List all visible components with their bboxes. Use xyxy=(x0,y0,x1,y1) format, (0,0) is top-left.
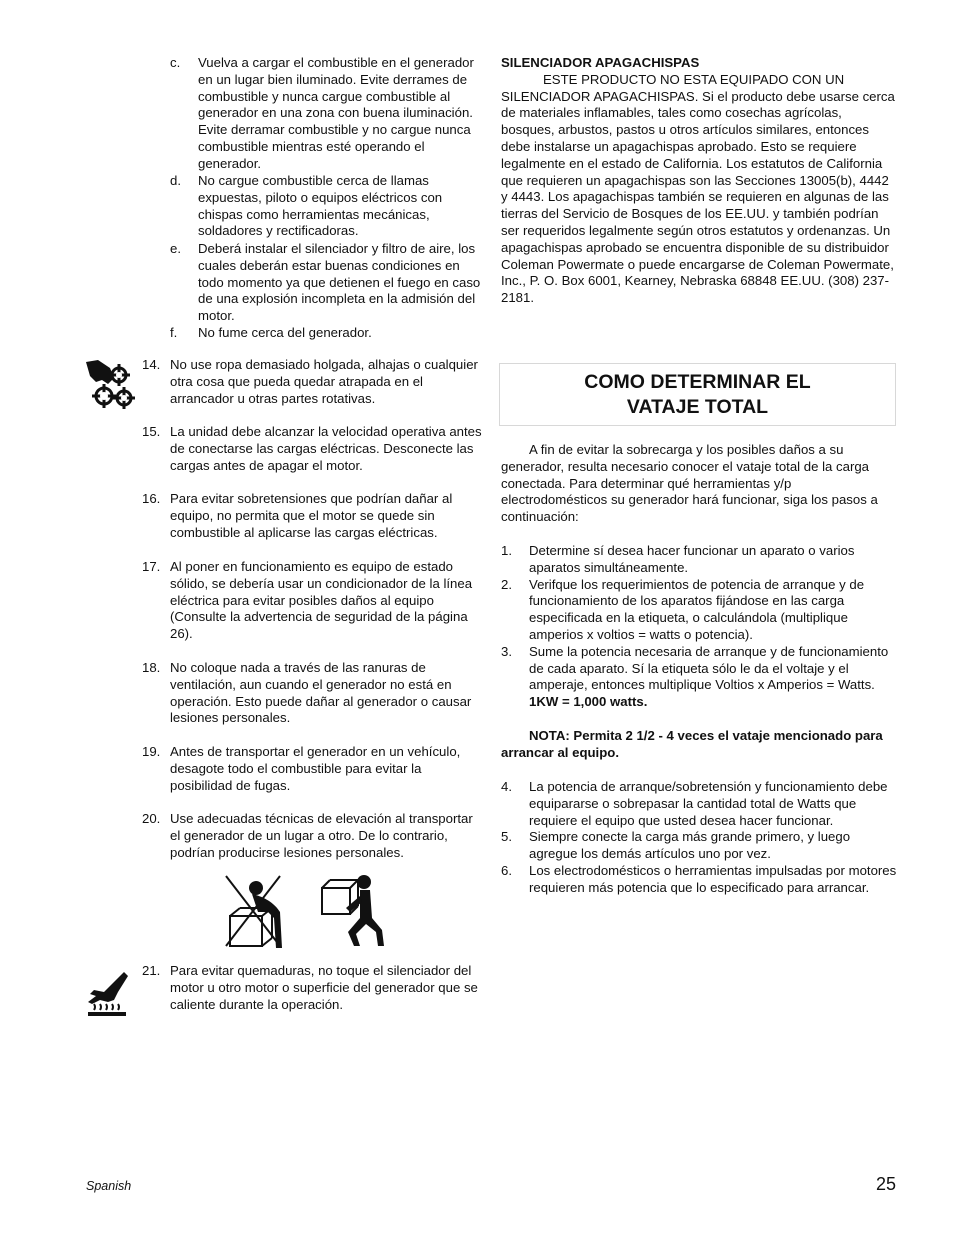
list-item: 1. Determine sí desea hacer funcionar un aparato o varios aparatos simultáneamente. xyxy=(501,543,855,575)
list-item: 14. No use ropa demasiado holgada, alhajas o cualquier otra cosa que pueda quedar atrapada en el arrancador u otras partes rotativas. xyxy=(142,357,478,406)
list-item: 17. Al poner en funcionamiento es equipo de estado sólido, se debería usar un condicionador de la línea eléctrica para evitar posibles daños al equipo (Consulte la advertencia de seguridad de la página 26). xyxy=(142,559,473,642)
list-item: 2. Verifque los requerimientos de potencia de arranque y de funcionamiento de los aparatos fijándose en las carga especificada en la etiqueta, o calculándola (multiplique amperios x voltios = watts o potencia). xyxy=(501,576,865,642)
lifting-technique-icon xyxy=(222,872,392,952)
list-item: 19. Antes de transportar el generador en un vehículo, desagote todo el combustible para evitar la posibilidad de fugas. xyxy=(142,744,461,793)
list-item: c. Vuelva a cargar el combustible en el generador en un lugar bien iluminado. Evite derrames de combustible y nunca cargue combustible al generador en una zona con buena iluminación. Evite derramar combustible y no cargue nunca combustible mientras esté operando el generador. xyxy=(170,55,474,171)
section-title: SILENCIADOR APAGACHISPAS xyxy=(501,55,700,70)
list-item: 3. Sume la potencia necesaria de arranque y de funcionamiento de cada aparato. Sí la etiqueta sólo le da el voltaje y el amperaje, entonces multiplique Voltios x Amperios = Watts. 1KW = 1,000 watts. xyxy=(501,643,889,710)
list-item: 5. Siempre conecte la carga más grande primero, y luego agregue los demás artículos uno por vez. xyxy=(501,829,851,862)
list-item: f. No fume cerca del generador. xyxy=(170,325,372,340)
list-item: 15. La unidad debe alcanzar la velocidad operativa antes de conectarse las cargas eléctricas. Desconecte las cargas antes de apagar el motor. xyxy=(142,424,482,473)
fuel-safety-sublist xyxy=(170,55,483,342)
list-item: 6. Los electrodomésticos o herramientas impulsadas por motores requieren más potencia que lo especificado para arrancar. xyxy=(501,862,897,895)
list-item: d. No cargue combustible cerca de llamas expuestas, piloto o equipos eléctricos con chispas como herramientas mecánicas, soldadores y rectificadoras. xyxy=(170,173,443,239)
list-item: 18. No coloque nada a través de las ranuras de ventilación, aun cuando el generador no está en operación. Esto puede dañar al generador o causar lesiones personales. xyxy=(142,660,472,726)
wattage-steps-first xyxy=(501,543,898,711)
list-item: e. Deberá instalar el silenciador y filtro de aire, los cuales deberán estar buenas condiciones en todo momento ya que detienen el fuego en caso de una explosión incompleta en la admisión del motor. xyxy=(170,241,481,324)
rotating-parts-hazard-icon xyxy=(84,358,136,416)
wattage-steps-second xyxy=(501,779,898,897)
list-item: 4. La potencia de arranque/sobretensión y funcionamiento debe equipararse o sobrepasar la cantidad total de Watts que requiere el equipo que usted desea hacer funcionar. xyxy=(501,779,888,828)
list-item: 21. Para evitar quemaduras, no toque el silenciador del motor u otro motor o superficie del generador que se caliente durante la operación. xyxy=(142,963,478,1012)
wattage-intro: A fin de evitar la sobrecarga y los posibles daños a su generador, resulta necesario conocer el vataje total de la carga conectada. Para determinar qué herramientas y/p electrodomésticos su generador hará funcionar, siga los pasos a continuación: xyxy=(501,442,878,525)
spark-arrester-section xyxy=(501,55,898,307)
list-item: 16. Para evitar sobretensiones que podrían dañar al equipo, no permita que el motor se quede sin combustible al aplicarse las cargas eléctricas. xyxy=(142,491,453,540)
list-item: 20. Use adecuadas técnicas de elevación al transportar el generador de un lugar a otro. De lo contrario, podrían producirse lesiones personales. xyxy=(142,811,473,860)
wattage-heading: COMO DETERMINAR EL VATAJE TOTAL xyxy=(499,363,896,426)
section-body: ESTE PRODUCTO NO ESTA EQUIPADO CON UN SILENCIADOR APAGACHISPAS. Si el producto debe usarse cerca de materiales inflamables, tales como cosechas agrícolas, bosques, arbustos, pastos u otros artículos similares, entonces debe instalarse un apagachispas aprobado. Esto se requiere legalmente en el estado de California. Los estatutos de California que requieren un apagachispas son las Secciones 13005(b), 4442 y 4443. Los apagachispas también se requieren en algunas de las tierras del Servicio de Bosques de los EE.UU. y también podrían ser requeridos legalmente según otros estatutos y ordenanzas. Un apagachispas aprobado se encuentra disponible de su distribuidor Coleman Powermate o puede encargarse de Coleman Powermate, Inc., P. O. Box 6001, Kearney, Nebraska 68848 EE.UU. (308) 237-2181. xyxy=(501,71,895,306)
wattage-note: NOTA: Permita 2 1/2 - 4 veces el vataje mencionado para arrancar al equipo. xyxy=(501,728,883,760)
page-number: 25 xyxy=(875,1174,896,1194)
hot-surface-hazard-icon xyxy=(84,970,130,1018)
footer-language: Spanish xyxy=(86,1179,132,1193)
